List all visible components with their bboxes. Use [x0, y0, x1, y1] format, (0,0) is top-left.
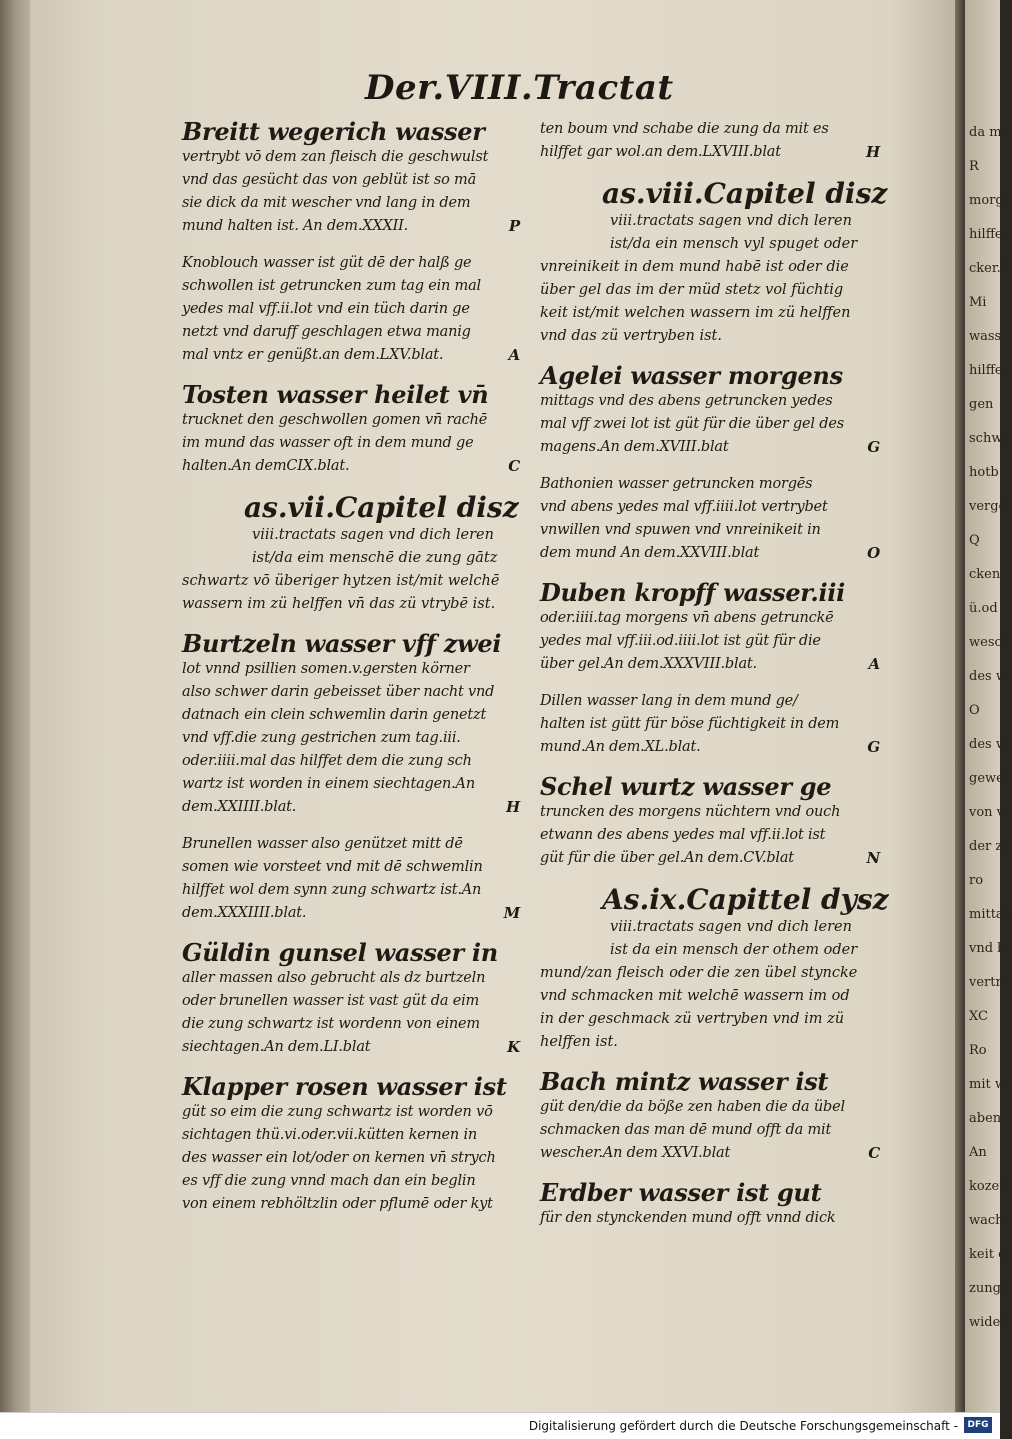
- entry-text-line: etwann des abens yedes mal vff.ii.lot ist: [540, 827, 826, 843]
- entry-text-line: aller massen also gebrucht als dz burtzeln: [182, 970, 486, 986]
- entry-text-line: vnd vff.die zung gestrichen zum tag.iii.: [182, 730, 461, 746]
- entry-text-line: über gel.An dem.XXXVIII.blat. A: [540, 653, 880, 676]
- entry-marker: P: [508, 217, 520, 235]
- entry-text-line: siechtagen.An dem.LI.blat K: [182, 1036, 520, 1059]
- entry-text-line: vnd abens yedes mal vff.iiii.lot vertrybet: [540, 499, 828, 515]
- entry-marker: G: [867, 438, 880, 456]
- next-page-fragment: hilffe: [969, 363, 1003, 378]
- entry-marker: A: [508, 346, 520, 364]
- entry-heading: Agelei wasser morgens: [540, 361, 843, 390]
- next-page-fragment: cken: [969, 567, 1001, 582]
- next-page-fragment: der zu: [969, 839, 1011, 854]
- entry-text-line: vnwillen vnd spuwen vnd vnreinikeit in: [540, 522, 821, 538]
- entry-heading: Klapper rosen wasser ist: [182, 1072, 507, 1101]
- herbal-entry: [182, 630, 520, 819]
- next-page-fragment: aben: [969, 1111, 1002, 1126]
- chapter-intro-line: vnd schmacken mit welchē wassern im od: [540, 988, 850, 1004]
- entry-text-line: die zung schwartz ist wordenn von einem: [182, 1016, 480, 1032]
- chapter-intro-line: in der geschmack zü vertryben vnd im zü: [540, 1011, 845, 1027]
- chapter-intro-line: wassern im zü helffen vn̄ das zü vtrybē ist.: [182, 596, 496, 612]
- entry-text-line: mal vff zwei lot ist güt für die über gel des: [540, 416, 844, 432]
- entry-text-line: güt für die über gel.An dem.CV.blat N: [540, 847, 880, 870]
- entry-text-line: halten.An demCIX.blat. C: [182, 455, 520, 478]
- entry-heading: Tosten wasser heilet vn̄: [182, 380, 489, 409]
- chapter-intro-line: schwartz vō überiger hytzen ist/mit welchē: [182, 573, 500, 589]
- chapter-intro-line: über gel das im der müd stetz vol füchtig: [540, 282, 844, 298]
- next-page-fragment: vnd b: [969, 941, 1006, 956]
- next-page-fragment: ü.od: [969, 601, 998, 616]
- next-page-fragment: Mi: [969, 295, 987, 310]
- entry-text-line: also schwer darin gebeisset über nacht vnd: [182, 684, 495, 700]
- next-page-fragment: des w: [969, 737, 1007, 752]
- footer-bar: [0, 1412, 1000, 1439]
- next-page-fragment: hotb: [969, 465, 999, 480]
- next-page-fragment: wass: [969, 329, 1002, 344]
- entry-text-line: hilffet gar wol.an dem.LXVIII.blat H: [540, 141, 880, 164]
- next-page-fragment: des w: [969, 669, 1007, 684]
- herbal-entry: [540, 773, 880, 870]
- entry-text-line: sie dick da mit wescher vnd lang in dem: [182, 195, 471, 211]
- entry-text-line: dem.XXXIIII.blat. M: [182, 902, 520, 925]
- herbal-entry: [540, 690, 880, 759]
- chapter-intro-line: vnd das zü vertryben ist.: [540, 328, 722, 344]
- chapter-title: as.viii.Capitel disz: [602, 177, 888, 210]
- entry-text-line: schwollen ist getruncken zum tag ein mal: [182, 278, 481, 294]
- entry-text-line: truncken des morgens nüchtern vnd ouch: [540, 804, 841, 820]
- chapter-title: as.vii.Capitel disz: [244, 491, 519, 524]
- next-page-fragment: wider: [969, 1315, 1007, 1330]
- chapter-heading-block: [540, 177, 888, 348]
- herbal-entry: [182, 1073, 520, 1216]
- entry-heading: Schel wurtz wasser ge: [540, 772, 832, 801]
- entry-heading: Burtzeln wasser vff zwei: [182, 629, 502, 658]
- left-column: [182, 118, 520, 1230]
- herbal-entry: [540, 1068, 880, 1165]
- herbal-entry: [182, 381, 520, 478]
- next-page-fragment: kozen: [969, 1179, 1008, 1194]
- entry-text-line: ten boum vnd schabe die zung da mit es: [540, 121, 829, 137]
- entry-text-line: yedes mal vff.iii.od.iiii.lot ist güt für die: [540, 633, 821, 649]
- next-page-fragment: vertr: [969, 975, 1002, 990]
- herbal-entry: [182, 833, 520, 925]
- entry-marker: H: [506, 798, 520, 816]
- entry-text-line: für den stynckenden mund offt vnnd dick: [540, 1210, 836, 1226]
- next-page-fragment: mittag: [969, 907, 1012, 922]
- entry-text-line: mund.An dem.XL.blat. G: [540, 736, 880, 759]
- next-page-fragment: zunge: [969, 1281, 1009, 1296]
- next-page-fragment: keit o: [969, 1247, 1006, 1262]
- next-page-fragment: An: [969, 1145, 987, 1160]
- entry-text-line: datnach ein clein schwemlin darin genetzt: [182, 707, 487, 723]
- entry-text-line: von einem rebhöltzlin oder pflumē oder kyt: [182, 1196, 493, 1212]
- next-page-fragment: schwa: [969, 431, 1011, 446]
- herbal-entry: [540, 118, 880, 164]
- entry-heading: Bach mintz wasser ist: [540, 1067, 829, 1096]
- running-head: Der.VIII.Tractat: [365, 68, 674, 108]
- entry-text-line: somen wie vorsteet vnd mit dē schwemlin: [182, 859, 483, 875]
- entry-text-line: oder.iiii.mal das hilffet dem die zung sch: [182, 753, 472, 769]
- next-page-edge: [965, 0, 1012, 1412]
- entry-text-line: vnd das gesücht das von geblüt ist so mā: [182, 172, 477, 188]
- entry-text-line: Knoblouch wasser ist güt dē der halß ge: [182, 255, 472, 271]
- entry-marker: C: [508, 457, 520, 475]
- dfg-logo: DFG: [964, 1417, 992, 1433]
- entry-text-line: güt so eim die zung schwartz ist worden vō: [182, 1104, 493, 1120]
- entry-text-line: wartz ist worden in einem siechtagen.An: [182, 776, 475, 792]
- next-page-fragment: morg: [969, 193, 1004, 208]
- entry-text-line: dem mund An dem.XXVIII.blat O: [540, 542, 880, 565]
- entry-text-line: hilffet wol dem synn zung schwartz ist.An: [182, 882, 482, 898]
- entry-text-line: Dillen wasser lang in dem mund ge/: [540, 693, 798, 709]
- entry-marker: C: [868, 1144, 880, 1162]
- entry-text-line: Brunellen wasser also genützet mitt dē: [182, 836, 463, 852]
- next-page-fragment: ro: [969, 873, 984, 888]
- next-page-fragment: wach: [969, 1213, 1004, 1228]
- entry-text-line: des wasser ein lot/oder on kernen vn̄ strych: [182, 1150, 496, 1166]
- next-page-fragment: verge: [969, 499, 1007, 514]
- chapter-intro-line: ist/da ein mensch vyl spuget oder: [610, 236, 858, 252]
- next-page-fragment: O: [969, 703, 980, 718]
- entry-marker: H: [866, 143, 880, 161]
- entry-text-line: magens.An dem.XVIII.blat G: [540, 436, 880, 459]
- chapter-heading-block: [540, 883, 889, 1054]
- entry-heading: Breitt wegerich wasser: [182, 117, 485, 146]
- entry-heading: Erdber wasser ist gut: [540, 1178, 822, 1207]
- entry-text-line: im mund das wasser oft in dem mund ge: [182, 435, 474, 451]
- entry-text-line: mund halten ist. An dem.XXXII. P: [182, 215, 520, 238]
- entry-text-line: oder.iiii.tag morgens vn̄ abens getrunckē: [540, 610, 834, 626]
- entry-text-line: sichtagen thü.vi.oder.vii.kütten kernen in: [182, 1127, 478, 1143]
- chapter-heading-block: [182, 492, 520, 616]
- entry-marker: G: [867, 738, 880, 756]
- chapter-intro-line: keit ist/mit welchen wassern im zü helffen: [540, 305, 851, 321]
- entry-text-line: oder brunellen wasser ist vast güt da eim: [182, 993, 480, 1009]
- entry-text-line: mittags vnd des abens getruncken yedes: [540, 393, 833, 409]
- chapter-intro-line: vnreinikeit in dem mund habē ist oder die: [540, 259, 849, 275]
- next-page-fragment: von v: [969, 805, 1005, 820]
- herbal-entry: [540, 579, 880, 676]
- next-page-fragment: Ro: [969, 1043, 987, 1058]
- herbal-entry: [540, 362, 880, 459]
- entry-text-line: halten ist gütt für böse füchtigkeit in dem: [540, 716, 840, 732]
- entry-text-line: es vff die zung vnnd mach dan ein beglin: [182, 1173, 476, 1189]
- herbal-entry: [182, 118, 520, 238]
- chapter-title: As.ix.Capittel dysz: [602, 883, 889, 916]
- chapter-intro-line: viii.tractats sagen vnd dich leren: [610, 213, 852, 229]
- chapter-intro-line: viii.tractats sagen vnd dich leren: [610, 919, 852, 935]
- entry-text-line: yedes mal vff.ii.lot vnd ein tüch darin ge: [182, 301, 470, 317]
- next-page-fragment: mit w: [969, 1077, 1006, 1092]
- chapter-intro-line: viii.tractats sagen vnd dich leren: [252, 527, 494, 543]
- right-column: [540, 118, 889, 1244]
- entry-text-line: mal vntz er genüßt.an dem.LXV.blat. A: [182, 344, 520, 367]
- herbal-entry: [540, 473, 880, 565]
- next-page-fragment: R: [969, 159, 979, 174]
- next-page-fragment: XC: [969, 1009, 988, 1024]
- entry-marker: A: [868, 655, 880, 673]
- footer-credit: Digitalisierung gefördert durch die Deutsche Forschungsgemeinschaft -: [528, 1419, 958, 1433]
- entry-text-line: güt den/die da böße zen haben die da übel: [540, 1099, 845, 1115]
- entry-marker: N: [866, 849, 880, 867]
- next-page-fragment: gen: [969, 397, 994, 412]
- next-page-fragment: hilffe: [969, 227, 1003, 242]
- entry-marker: M: [503, 904, 520, 922]
- chapter-intro-line: ist da ein mensch der othem oder: [610, 942, 858, 958]
- herbal-entry: [540, 1179, 880, 1230]
- chapter-intro-line: helffen ist.: [540, 1034, 618, 1050]
- herbal-entry: [182, 252, 520, 367]
- next-page-fragment: gewes: [969, 771, 1011, 786]
- entry-text-line: lot vnnd psillien somen.v.gersten körner: [182, 661, 470, 677]
- entry-marker: O: [867, 544, 880, 562]
- next-page-fragment: cker.X: [969, 261, 1011, 276]
- entry-text-line: netzt vnd daruff geschlagen etwa manig: [182, 324, 471, 340]
- entry-text-line: trucknet den geschwollen gomen vn̄ rachē: [182, 412, 488, 428]
- entry-text-line: dem.XXIIII.blat. H: [182, 796, 520, 819]
- entry-heading: Duben kropff wasser.iii: [540, 578, 845, 607]
- chapter-intro-line: mund/zan fleisch oder die zen übel styncke: [540, 965, 858, 981]
- entry-marker: K: [507, 1038, 520, 1056]
- next-page-fragment: Q: [969, 533, 980, 548]
- entry-heading: Güldin gunsel wasser in: [182, 938, 498, 967]
- entry-text-line: Bathonien wasser getruncken morgēs: [540, 476, 813, 492]
- entry-text-line: wescher.An dem XXVI.blat C: [540, 1142, 880, 1165]
- next-page-fragment: da mi: [969, 125, 1006, 140]
- chapter-intro-line: ist/da eim menschē die zung gātz: [252, 550, 498, 566]
- entry-text-line: vertrybt vō dem zan fleisch die geschwulst: [182, 149, 489, 165]
- next-page-fragment: wesch: [969, 635, 1011, 650]
- entry-text-line: schmacken das man dē mund offt da mit: [540, 1122, 832, 1138]
- herbal-entry: [182, 939, 520, 1059]
